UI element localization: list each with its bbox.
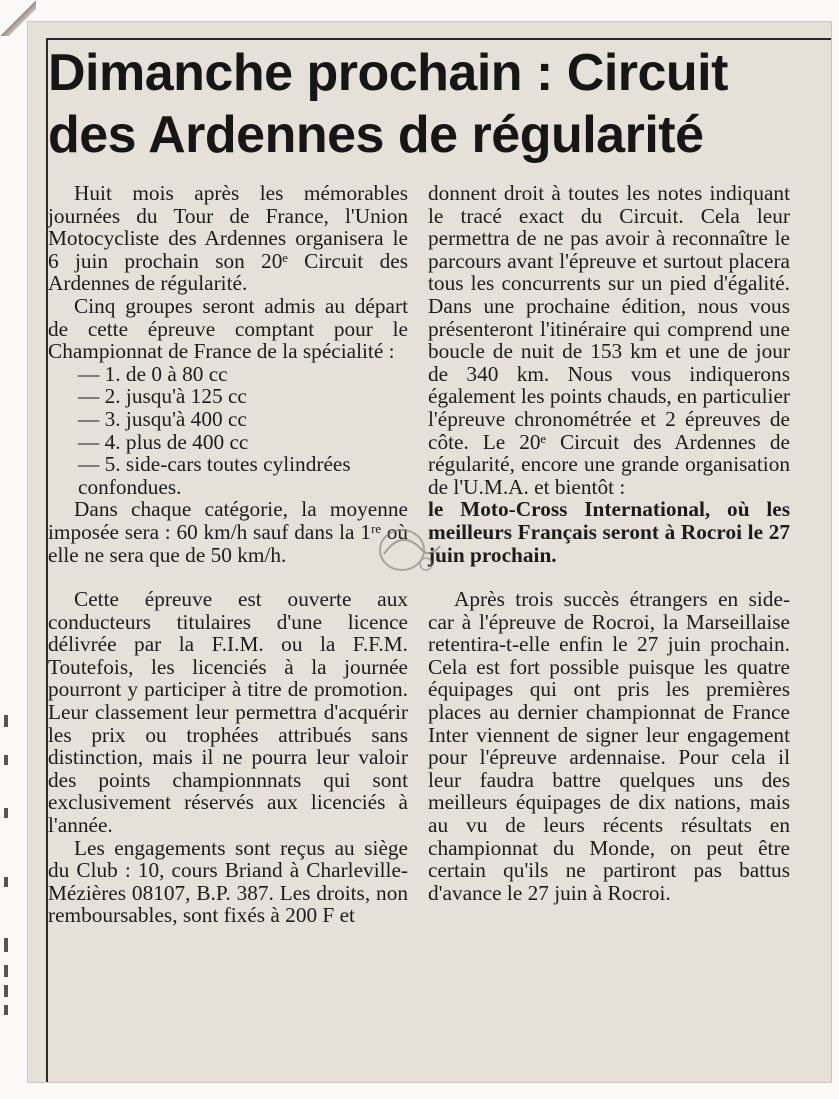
- left-column: [48, 182, 408, 927]
- paragraph-intro: Huit mois après les mémorables journées du Tour de France, l'Union Motocycliste des Ardennes organisera le 6 juin prochain son 20ᵉ Circuit des Ardennes de régularité.: [48, 181, 408, 296]
- paragraph-registration: Les engagements sont reçus au siège du Club : 10, cours Briand à Charleville-Mézières 08107, B.P. 387. Les droits, non remboursables, sont fixés à 200 F et: [48, 835, 408, 928]
- paragraph-gap: [48, 566, 408, 588]
- paragraph-licence: Cette épreuve est ouverte aux conducteurs titulaires d'une licence délivrée par la F.I.M. ou la F.F.M. Toutefois, les licenciés à la journée pourront y participer à titre de promotion. Leur classement leur permettra d'acquérir les prix ou trophées attribués sans distinction, mais il ne pourra leur valoir des points championnnats qui sont exclusivement réservés aux licenciés à l'année.: [48, 587, 408, 838]
- headline-line-2: des Ardennes de régularité: [48, 106, 704, 164]
- paragraph-continuation: donnent droit à toutes les notes indiquant le tracé exact du Circuit. Cela leur permettra de ne pas avoir à reconnaître le parcours avant l'épreuve et surtout placera tous les concurrents sur un pied d'égalité. Dans une prochaine édition, nous vous présenteront l'itinéraire qui comprend une boucle de nuit de 153 km et une de jour de 340 km. Nous vous indiquerons également les points chauds, en particulier l'épreuve chronométrée et 2 épreuves de côte. Le 20ᵉ Circuit des Ardennes de régularité, encore une grande organisation de l'U.M.A. et bientôt :: [428, 181, 790, 499]
- scan-edge-marks: [0, 0, 20, 1099]
- list-item: — 1. de 0 à 80 cc: [78, 361, 228, 386]
- collector-stamp-icon: [372, 520, 446, 580]
- headline-line-1: Dimanche prochain : Circuit: [48, 44, 728, 102]
- list-item: — 4. plus de 400 cc: [78, 429, 249, 454]
- list-item: — 3. jusqu'à 400 cc: [78, 406, 247, 431]
- paragraph-groups: Cinq groupes seront admis au départ de cette épreuve comptant pour le Championnat de France de la spécialité :: [48, 293, 408, 364]
- list-item: — 2. jusqu'à 125 cc: [78, 384, 247, 409]
- category-list: [48, 363, 408, 499]
- paragraph-sidecar: Après trois succès étrangers en side-car à l'épreuve de Rocroi, la Marseillaise retentira-t-elle enfin le 27 juin prochain. Cela est fort possible puisque les quatre équipages qui ont pris les premières places au dernier championnat de France Inter viennent de signer leur engagement pour l'épreuve ardennaise. Pour cela il leur faudra battre quelques uns des meilleurs équipages de dix nations, mais au vu de leurs récents résultats en championnat du Monde, on peut être certain qu'ils ne partiront pas battus d'avance le 27 juin à Rocroi.: [428, 587, 790, 905]
- paragraph-gap: [428, 566, 790, 588]
- right-column: [428, 182, 790, 904]
- paragraph-speed: Dans chaque catégorie, la moyenne imposée sera : 60 km/h sauf dans la 1ʳᵉ où elle ne sera que de 50 km/h.: [48, 497, 408, 567]
- subheading-motocross: le Moto-Cross International, où les meilleurs Français seront à Rocroi le 27 juin prochain.: [428, 497, 790, 567]
- article-headline: [48, 42, 818, 166]
- list-item: — 5. side-cars toutes cylindrées confondues.: [78, 452, 351, 499]
